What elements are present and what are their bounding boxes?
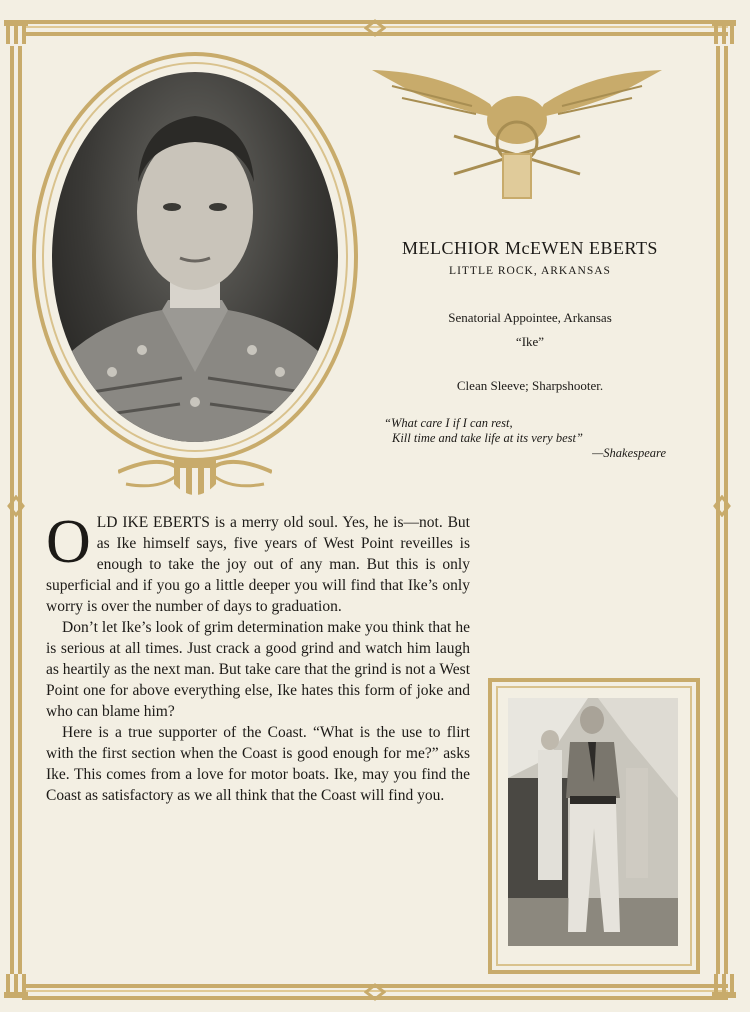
biography-paragraph-3: Here is a true supporter of the Coast. “What is the use to flirt with the first section when the Coast is good enough for me?” asks Ike. This comes from a love for motor boats. Ike, may you find the Coast as satisfactory as we all think that the Coast will find you. xyxy=(46,724,470,804)
biography-paragraph-2: Don’t let Ike’s look of grim determination make you think that he is serious at all times. Just crack a good grind and watch him laugh as heartily as the next man. But take care that the grind is not a West Point one for above everything else, Ike hates this form of joke and who can blame him? xyxy=(46,619,470,720)
border-knot-icon xyxy=(5,495,27,517)
border-knot-icon xyxy=(364,981,386,1003)
student-nickname: “Ike” xyxy=(515,334,545,349)
corner-ornament-icon xyxy=(2,16,30,46)
drop-cap: O xyxy=(46,508,91,576)
border-knot-icon xyxy=(711,495,733,517)
quote-line-1: “What care I if I can rest, xyxy=(384,416,513,430)
shield-crest-icon xyxy=(118,450,272,510)
corner-ornament-icon xyxy=(2,972,30,1002)
corner-ornament-icon xyxy=(710,972,738,1002)
quote-line-2: Kill time and take life at its very best” xyxy=(392,431,583,445)
eagle-emblem-icon xyxy=(372,62,662,202)
quote-attribution: —Shakespeare xyxy=(592,446,666,460)
border-knot-icon xyxy=(364,17,386,39)
corner-ornament-icon xyxy=(710,16,738,46)
student-record: Clean Sleeve; Sharpshooter. xyxy=(456,378,604,393)
student-appointment: Senatorial Appointee, Arkansas xyxy=(448,310,612,325)
cadet-portrait xyxy=(52,72,338,442)
student-hometown: LITTLE ROCK, ARKANSAS xyxy=(449,265,611,277)
student-name: MELCHIOR McEWEN EBERTS xyxy=(402,238,658,258)
paragraph-1-text: LD IKE EBERTS is a merry old soul. Yes, he is—not. But as Ike himself says, five years of West Point reveilles is enough to take the joy out of any man. But this is only superficial and if you go a little deeper you will find that Ike’s only worry is over the number of days to graduation. xyxy=(46,514,470,615)
epigraph-quote xyxy=(384,416,670,461)
camp-snapshot-photo xyxy=(508,698,678,946)
